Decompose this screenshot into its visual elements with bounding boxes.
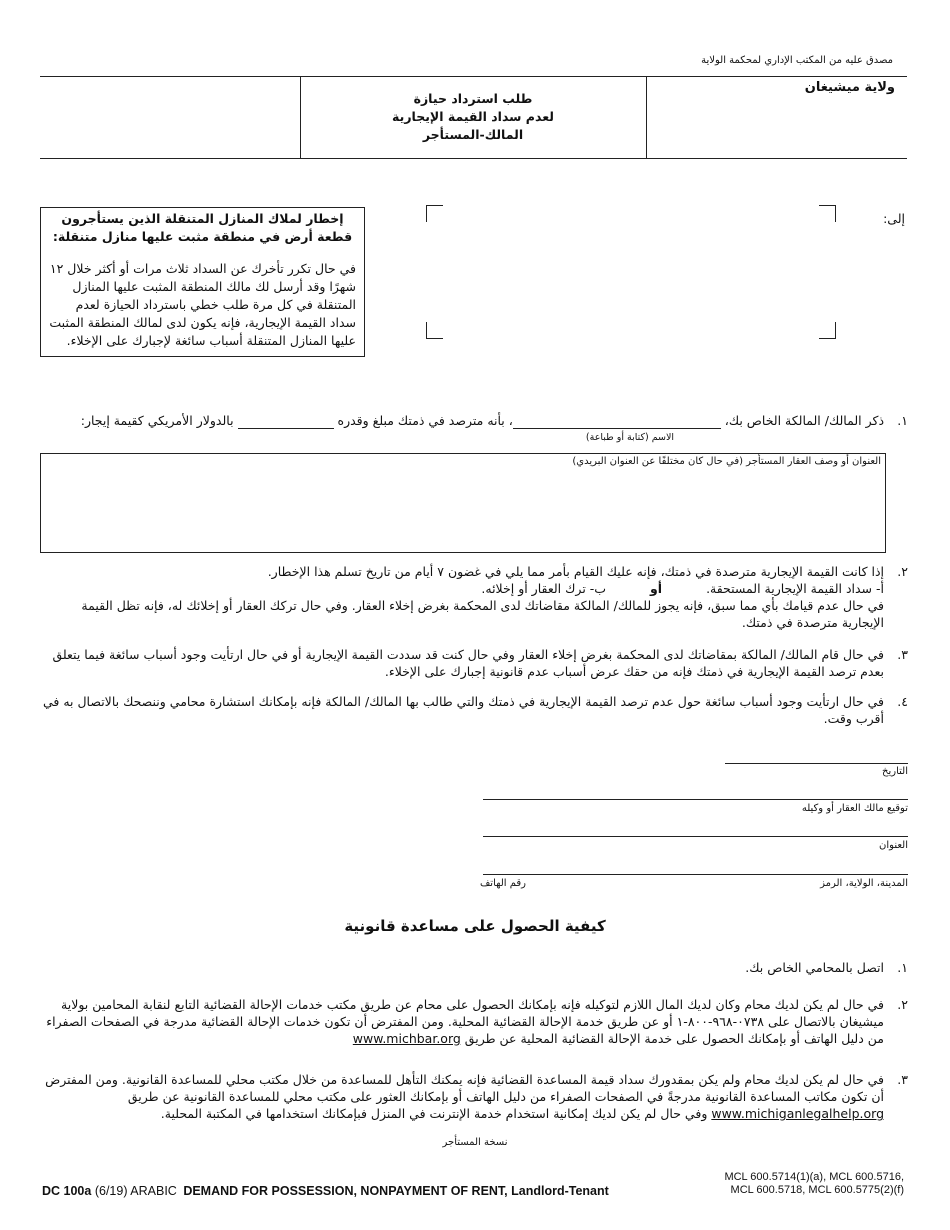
landlord-name-field[interactable]: [513, 415, 721, 429]
header-divider-right: [646, 76, 647, 158]
item-3-text: في حال قام المالك/ المالكة بمقاضاتك لدى المحكمة بغرض إخلاء العقار وفي حال كنت قد سددت القيمة الإيجارية أو في حال ارتأيت وجود أسباب سائغة فيما يتعلق بعدم ترصد القيمة الإيجارية في ذمتك فإنه من حقك عرض أسباب عدم قانونية إجبارك على الإخلاء.: [52, 647, 884, 679]
city-state-zip-label: المدينة، الولاية، الرمز: [820, 878, 908, 889]
legal-item-3-text: في حال لم يكن لديك محام ولم يكن بمقدورك سداد قيمة المساعدة القضائية فإنه يمكنك التأهل للمساعدة من خلال مكتب محلي للمساعدة القانونية. ومن المفترض أن تكون مكاتب المساعدة القانونية مدرجةً في الصفحات الصفراء من دليل الهاتف أو بإمكانك العثور على مكتب محلي للمساعدة القانونية عن طريق: [45, 1072, 884, 1104]
to-label: إلى:: [883, 211, 905, 226]
item-1-part-1: ذكر المالك/ المالكة الخاص بك،: [724, 413, 885, 428]
legal-item-1-text: اتصل بالمحامي الخاص بك.: [745, 960, 885, 975]
state-name: ولاية ميشيغان: [804, 80, 895, 95]
item-4: [42, 693, 908, 727]
michbar-link[interactable]: www.michbar.org: [352, 1031, 461, 1046]
item-2-number: ٢.: [897, 564, 908, 579]
item-2-line-1: إذا كانت القيمة الإيجارية مترصدة في ذمتك، فإنه عليك القيام بأمر مما يلي في غضون ٧ أيام من تاريخ تسلم هذا الإخطار.: [267, 564, 885, 579]
or-label: أو: [650, 581, 663, 596]
approval-note: مصدق عليه من المكتب الإداري لمحكمة الولاية: [701, 55, 893, 66]
title-line-2: لعدم سداد القيمة الإيجارية: [392, 109, 554, 124]
item-2: [38, 563, 908, 631]
notice-body: في حال تكرر تأخرك عن السداد ثلاث مرات أو أكثر خلال ١٢ شهرًا وقد أرسل لك مالك المنطقة المثبت عليها المنازل المتنقلة في كل مرة طلب خطي باسترداد الحيازة لعدم سداد القيمة الإيجارية، فإنه يكون لدى لمالك المنطقة المثبت عليها المنازل المتنقلة أسباب سائغة لإجبارك على الإخلاء.: [49, 261, 356, 348]
option-a: أ- سداد القيمة الإيجارية المستحقة.: [706, 581, 884, 596]
corner-bottom-left: [426, 322, 443, 339]
corner-bottom-right: [819, 322, 836, 339]
item-4-number: ٤.: [897, 694, 908, 709]
corner-top-right: [819, 205, 836, 222]
form-title-ar: [300, 90, 646, 144]
legal-item-1-number: ١.: [897, 960, 908, 975]
item-1-line: [42, 412, 908, 429]
header-top-rule: [40, 76, 907, 77]
legal-item-3-end: وفي حال لم يكن لديك إمكانية استخدام خدمة الإنترنت في المنزل فبإمكانك استخدامها في المكتبة المحلية.: [160, 1106, 708, 1121]
tenant-copy-label: نسخة المستأجر: [442, 1137, 508, 1148]
corner-top-left: [426, 205, 443, 222]
mcl-citations: [724, 1171, 904, 1197]
signature-label: توقيع مالك العقار أو وكيله: [801, 803, 908, 814]
form-title-en: DEMAND FOR POSSESSION, NONPAYMENT OF RENT, Landlord-Tenant: [183, 1184, 609, 1198]
item-4-text: في حال ارتأيت وجود أسباب سائغة حول عدم ترصد القيمة الإيجارية في ذمتك والتي طالب بها المالك/ المالكة فإنه بإمكانك استشارة محامي وننصحك بالاتصال به في أقرب وقت.: [42, 694, 884, 726]
item-1-part-3: بالدولار الأمريكي كقيمة إيجار:: [80, 413, 234, 428]
legal-help-item-1: [42, 959, 908, 976]
notice-heading: إخطار لملاك المنازل المتنقلة الذين يستأجرون قطعة أرض في منطقة مثبت عليها منازل متنقلة:: [52, 211, 353, 244]
address-line[interactable]: [483, 836, 908, 837]
item-1-number: ١.: [897, 413, 908, 428]
mcl-line-1: MCL 600.5714(1)(a), MCL 600.5716,: [724, 1171, 904, 1183]
mobile-home-notice-box: [40, 207, 365, 357]
legal-item-2-text: في حال لم يكن لديك محام وكان لديك المال اللازم لتوكيله فإنه بإمكانك الحصول على محام عن طريق مكتب خدمات الإحالة القضائية التابع لنقابة المحامين بولاية ميشيغان بالاتصال على ٠٧٣٨-٩٦٨-٨٠٠-١ أو عن طريق خدمة الإحالة القضائية المحلية. ومن المفترض أن تكون خدمات الإحالة القضائية مدرجة في الصفحات الصفراء من دليل الهاتف أو بإمكانك الحصول على خدمة الإحالة القضائية المحلية عن طريق: [46, 997, 884, 1046]
form-code: DC 100a: [42, 1184, 92, 1198]
date-line[interactable]: [725, 763, 908, 764]
michiganlegalhelp-link[interactable]: www.michiganlegalhelp.org: [711, 1106, 884, 1121]
legal-help-item-3: [42, 1071, 908, 1122]
option-b: ب- ترك العقار أو إخلائه.: [481, 581, 607, 596]
mcl-line-2: MCL 600.5718, MCL 600.5775(2)(f): [730, 1184, 904, 1196]
city-phone-line[interactable]: [483, 874, 908, 875]
item-2-line-3: في حال عدم قيامك بأي مما سبق، فإنه يجوز للمالك/ المالكة مقاضاتك لدى المحكمة بغرض إخلاء العقار. وفي حال تركك العقار أو إخلائك له، فإنه تظل القيمة الإيجارية مترصدة في ذمتك.: [81, 598, 884, 630]
legal-item-3-number: ٣.: [897, 1072, 908, 1087]
signature-line[interactable]: [483, 799, 908, 800]
legal-help-item-2: [42, 996, 908, 1047]
form-language: ARABIC: [130, 1184, 177, 1198]
form-footer: [42, 1184, 609, 1198]
rent-amount-field[interactable]: [238, 415, 334, 429]
address-label: العنوان: [879, 840, 908, 851]
header-bottom-rule: [40, 158, 907, 159]
form-date: (6/19): [94, 1184, 128, 1198]
property-address-label: العنوان أو وصف العقار المستأجر (في حال كان مختلفًا عن العنوان البريدي): [572, 456, 881, 467]
legal-help-title: كيفية الحصول على مساعدة قانونية: [344, 917, 606, 935]
date-label: التاريخ: [882, 766, 908, 777]
title-line-1: طلب استرداد حيازة: [413, 91, 533, 106]
legal-item-2-number: ٢.: [897, 997, 908, 1012]
property-address-box[interactable]: [40, 453, 886, 553]
title-line-3: المالك-المستأجر: [422, 127, 524, 142]
item-3-number: ٣.: [897, 647, 908, 662]
item-1-part-2: ، بأنه مترصد في ذمتك مبلغ وقدره: [337, 413, 513, 428]
recipient-address-box[interactable]: [426, 205, 836, 339]
phone-label: رقم الهاتف: [479, 878, 526, 889]
item-3: [42, 646, 908, 680]
name-caption: الاسم (كتابة أو طباعة): [585, 432, 675, 443]
